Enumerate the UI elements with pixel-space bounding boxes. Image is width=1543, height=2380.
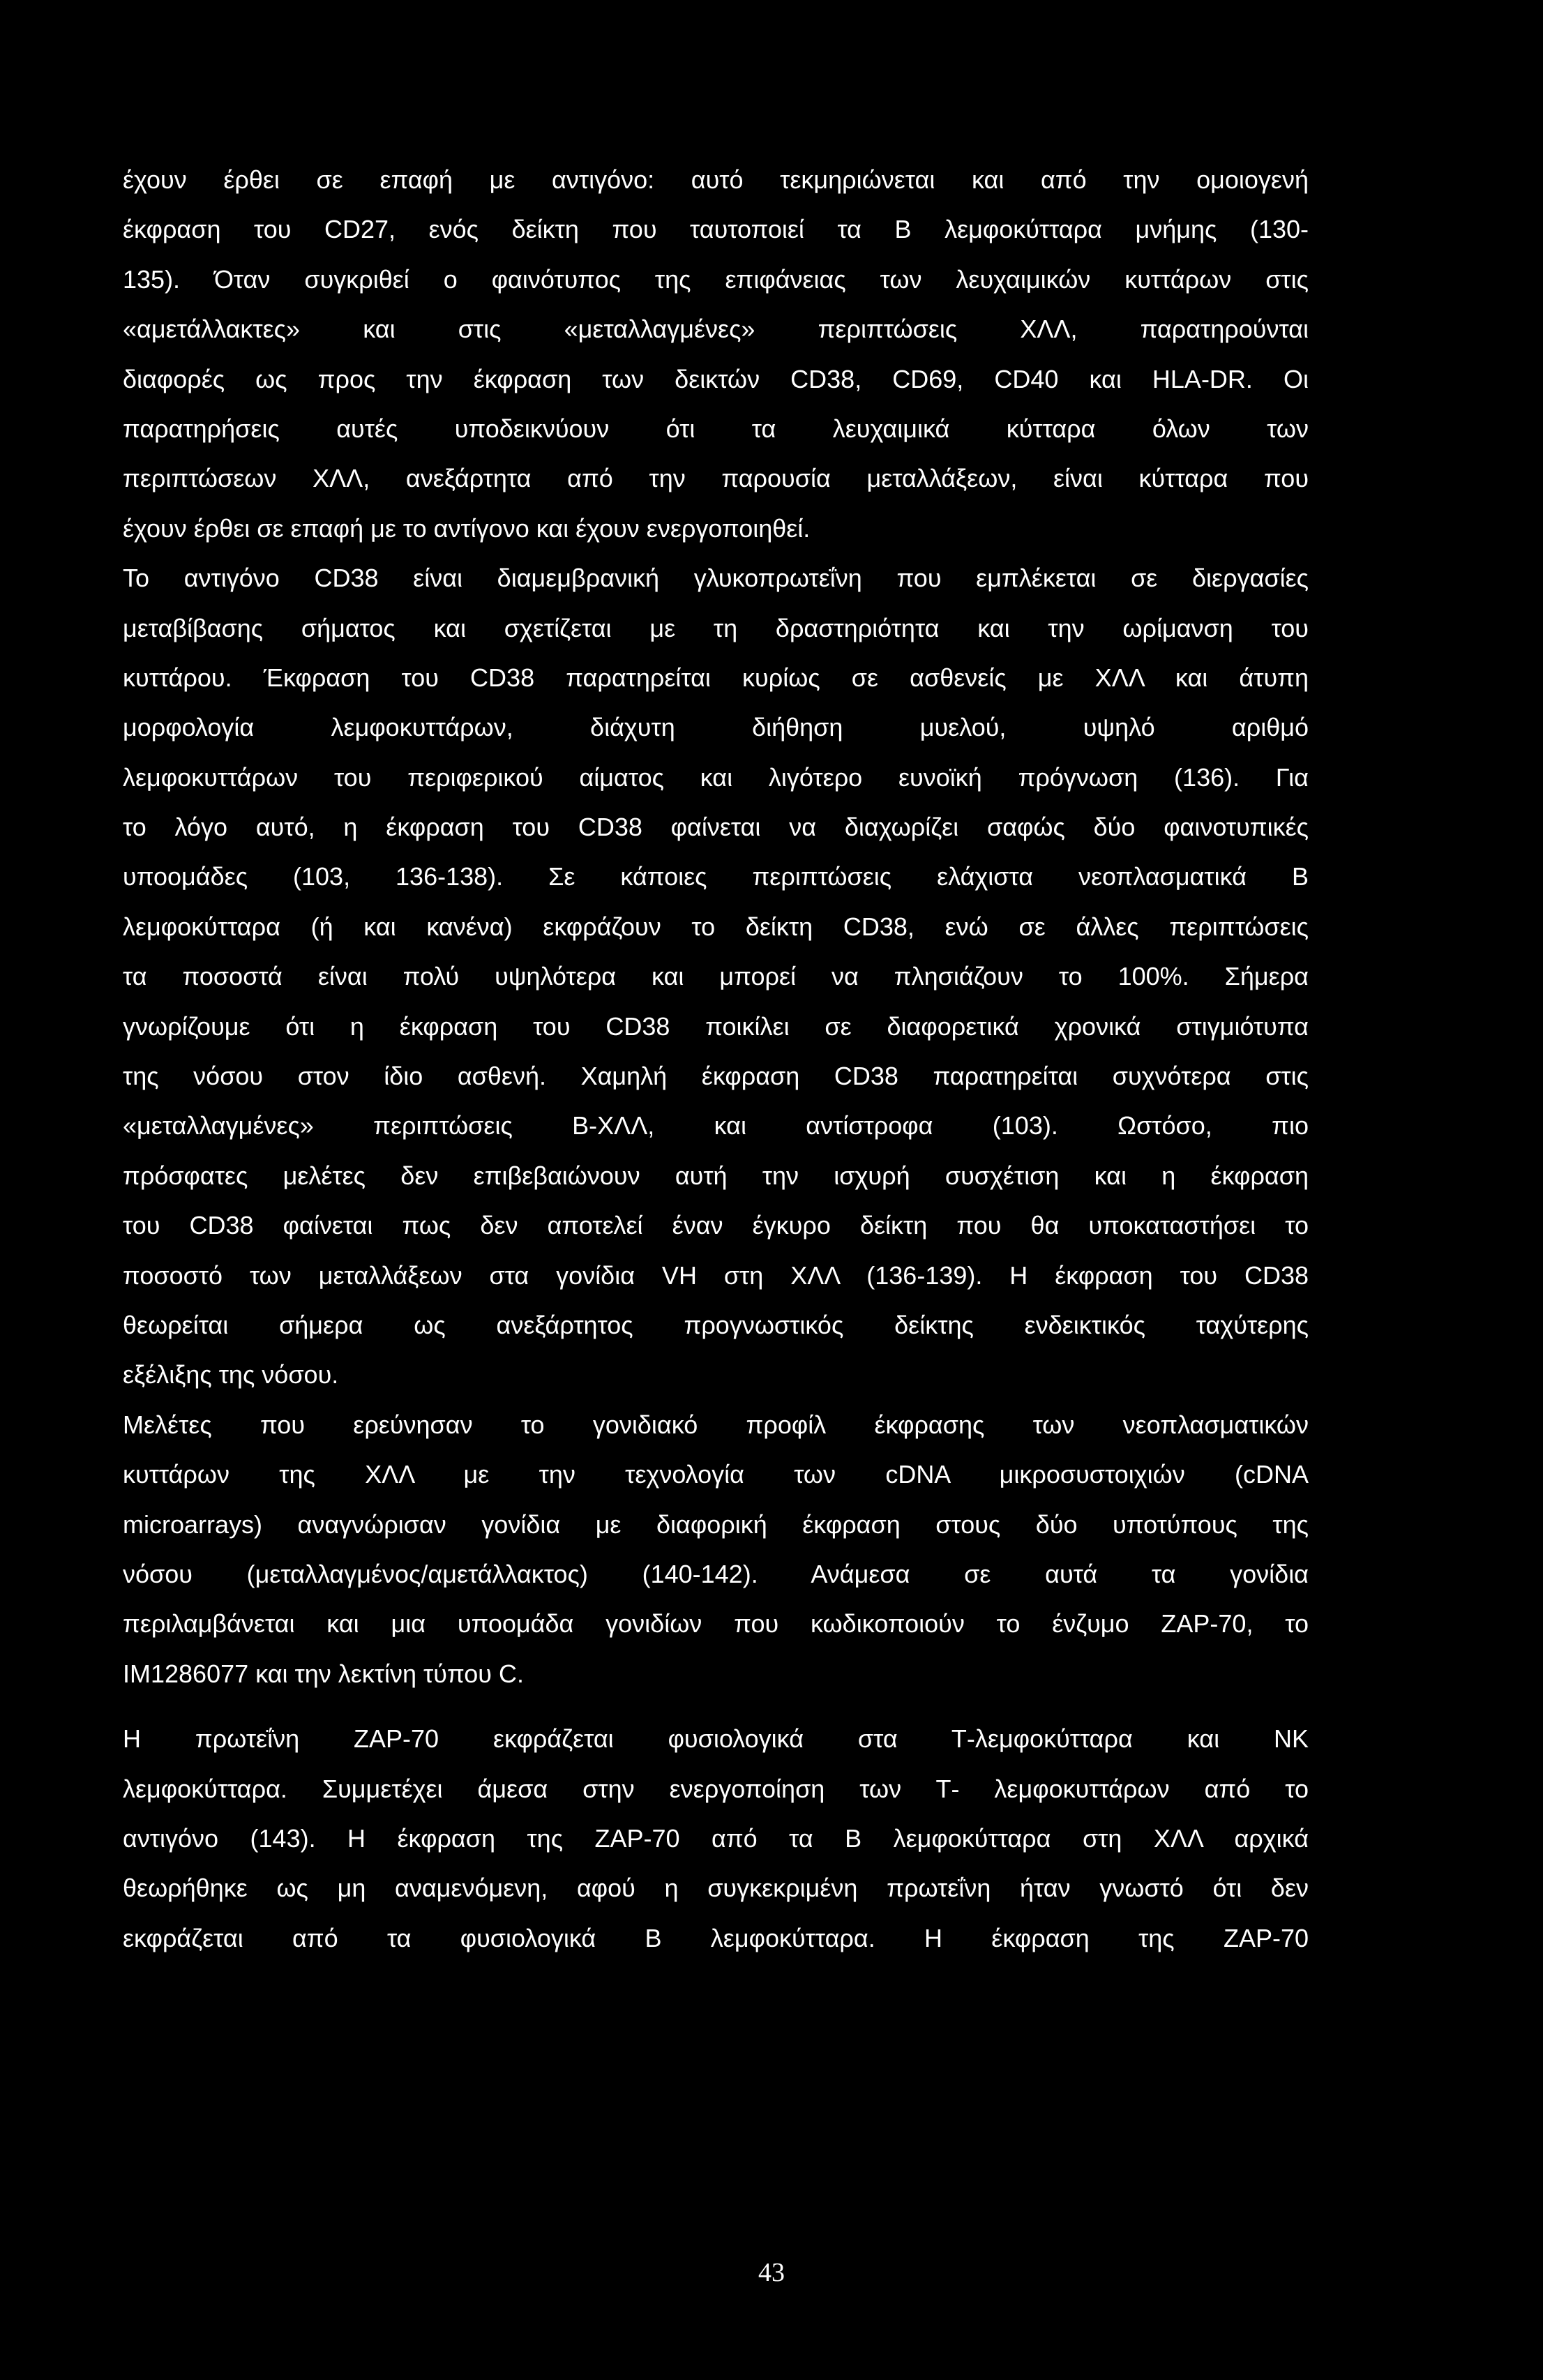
text-line: «μεταλλαγμένες» περιπτώσεις Β-ΧΛΛ, και αντίστροφα (103). Ωστόσο, πιο xyxy=(123,1111,1309,1140)
text-line: παρατηρήσεις αυτές υποδεικνύουν ότι τα λευχαιμικά κύτταρα όλων των xyxy=(123,414,1309,443)
text-line: έχουν έρθει σε επαφή με αντιγόνο: αυτό τεκμηριώνεται και από την ομοιογενή xyxy=(123,165,1309,194)
text-line: μεταβίβασης σήματος και σχετίζεται με τη δραστηριότητα και την ωρίμανση του xyxy=(123,613,1309,642)
text-line: λεμφοκύτταρα. Συμμετέχει άμεσα στην ενεργοποίηση των Τ- λεμφοκυττάρων από το xyxy=(123,1774,1309,1803)
text-line: ποσοστό των μεταλλάξεων στα γονίδια VH στη ΧΛΛ (136-139). Η έκφραση του CD38 xyxy=(123,1260,1309,1290)
text-line: θεωρήθηκε ως μη αναμενόμενη, αφού η συγκεκριμένη πρωτεΐνη ήταν γνωστό ότι δεν xyxy=(123,1874,1309,1903)
text-line: αντιγόνο (143). Η έκφραση της ZAP-70 από τα Β λεμφοκύτταρα στη ΧΛΛ αρχικά xyxy=(123,1823,1309,1853)
text-line: λεμφοκυττάρων του περιφερικού αίματος και λιγότερο ευνοϊκή πρόγνωση (136). Για xyxy=(123,762,1309,792)
text-line: υποομάδες (103, 136-138). Σε κάποιες περιπτώσεις ελάχιστα νεοπλασματικά Β xyxy=(123,862,1309,891)
text-line: κυττάρου. Έκφραση του CD38 παρατηρείται κυρίως σε ασθενείς με ΧΛΛ και άτυπη xyxy=(123,663,1309,692)
text-line: Η πρωτεΐνη ZAP-70 εκφράζεται φυσιολογικά στα Τ-λεμφοκύτταρα και ΝΚ xyxy=(123,1724,1309,1754)
text-line: «αμετάλλακτες» και στις «μεταλλαγμένες» περιπτώσεις ΧΛΛ, παρατηρούνται xyxy=(123,315,1309,344)
text-line: διαφορές ως προς την έκφραση των δεικτών CD38, CD69, CD40 και HLA-DR. Οι xyxy=(123,364,1309,393)
text-line: λεμφοκύτταρα (ή και κανένα) εκφράζουν το δείκτη CD38, ενώ σε άλλες περιπτώσεις xyxy=(123,912,1309,941)
paragraph-gap xyxy=(123,1708,1309,1724)
text-line: νόσου (μεταλλαγμένος/αμετάλλακτος) (140-142). Ανάμεσα σε αυτά τα γονίδια xyxy=(123,1559,1309,1588)
text-line: της νόσου στον ίδιο ασθενή. Χαμηλή έκφραση CD38 παρατηρείται συχνότερα στις xyxy=(123,1062,1309,1091)
text-line: Μελέτες που ερεύνησαν το γονιδιακό προφίλ έκφρασης των νεοπλασματικών xyxy=(123,1410,1309,1439)
body-text xyxy=(123,165,1309,1973)
text-line: μορφολογία λεμφοκυττάρων, διάχυτη διήθηση μυελού, υψηλό αριθμό xyxy=(123,713,1309,742)
text-line: εκφράζεται από τα φυσιολογικά Β λεμφοκύτταρα. Η έκφραση της ZAP-70 xyxy=(123,1923,1309,1952)
text-line: κυττάρων της ΧΛΛ με την τεχνολογία των cDNA μικροσυστοιχιών (cDNA xyxy=(123,1460,1309,1489)
text-line: πρόσφατες μελέτες δεν επιβεβαιώνουν αυτή την ισχυρή συσχέτιση και η έκφραση xyxy=(123,1161,1309,1190)
text-line: Το αντιγόνο CD38 είναι διαμεμβρανική γλυκοπρωτεΐνη που εμπλέκεται σε διεργασίες xyxy=(123,564,1309,593)
text-line: έχουν έρθει σε επαφή με το αντίγονο και έχουν ενεργοποιηθεί. xyxy=(123,513,811,543)
text-line: IM1286077 και την λεκτίνη τύπου C. xyxy=(123,1659,524,1688)
text-line: έκφραση του CD27, ενός δείκτη που ταυτοποιεί τα Β λεμφοκύτταρα μνήμης (130- xyxy=(123,215,1309,244)
text-line: τα ποσοστά είναι πολύ υψηλότερα και μπορεί να πλησιάζουν το 100%. Σήμερα xyxy=(123,962,1309,991)
page-number: 43 xyxy=(758,2258,785,2287)
text-line: του CD38 φαίνεται πως δεν αποτελεί έναν έγκυρο δείκτη που θα υποκαταστήσει το xyxy=(123,1211,1309,1240)
text-line: περιπτώσεων ΧΛΛ, ανεξάρτητα από την παρουσία μεταλλάξεων, είναι κύτταρα που xyxy=(123,464,1309,493)
text-line: γνωρίζουμε ότι η έκφραση του CD38 ποικίλει σε διαφορετικά χρονικά στιγμιότυπα xyxy=(123,1011,1309,1041)
text-line: 135). Όταν συγκριθεί ο φαινότυπος της επιφάνειας των λευχαιμικών κυττάρων στις xyxy=(123,264,1309,294)
text-line: το λόγο αυτό, η έκφραση του CD38 φαίνεται να διαχωρίζει σαφώς δύο φαινοτυπικές xyxy=(123,813,1309,842)
text-line: microarrays) αναγνώρισαν γονίδια με διαφορική έκφραση στους δύο υποτύπους της xyxy=(123,1509,1309,1539)
text-line: εξέλιξης της νόσου. xyxy=(123,1360,339,1389)
text-line: θεωρείται σήμερα ως ανεξάρτητος προγνωστικός δείκτης ενδεικτικός ταχύτερης xyxy=(123,1310,1309,1339)
text-line: περιλαμβάνεται και μια υποομάδα γονιδίων που κωδικοποιούν το ένζυμο ZAP-70, το xyxy=(123,1609,1309,1639)
